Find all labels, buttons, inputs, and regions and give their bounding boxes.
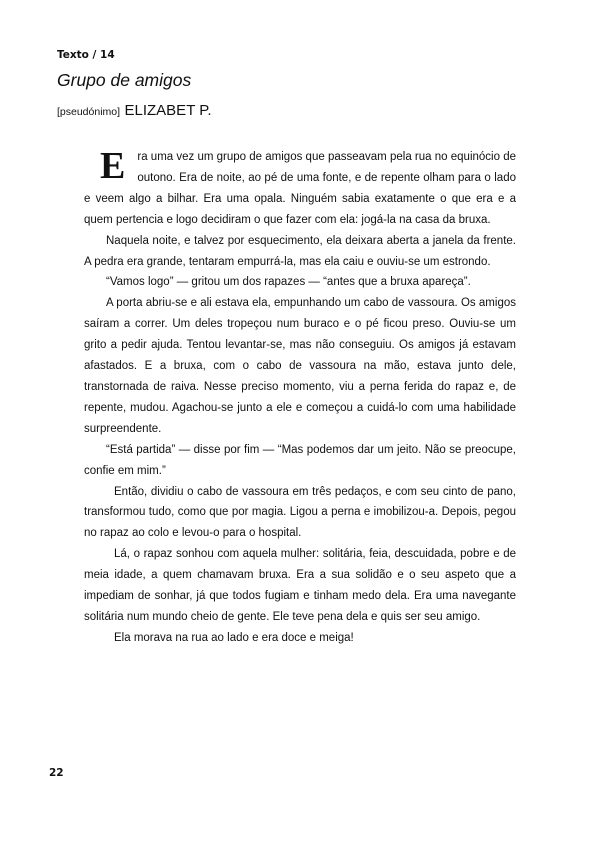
author-line xyxy=(57,100,212,123)
story-title: Grupo de amigos xyxy=(57,70,192,90)
story-body xyxy=(84,147,516,649)
paragraph-1 xyxy=(84,147,516,231)
pseudonym-tag: [pseudónimo] xyxy=(57,106,121,118)
drop-cap: E xyxy=(100,145,126,187)
paragraph-8: Ela morava na rua ao lado e era doce e meiga! xyxy=(114,631,354,644)
author-name: ELIZABET P. xyxy=(124,102,212,119)
paragraph-7: Lá, o rapaz sonhou com aquela mulher: solitária, feia, descuidada, pobre e de meia idade, a quem chamavam bruxa. Era a sua solidão e o seu aspeto que a impediam de sonhar, já que todos fugiam e tinham medo dela. Era uma navegante solitária num mundo cheio de gente. Ele teve pena dela e quis ser seu amigo. xyxy=(84,548,516,623)
paragraph-4: A porta abriu-se e ali estava ela, empunhando um cabo de vassoura. Os amigos saíram a correr. Um deles tropeçou num buraco e o pé ficou preso. Ouviu-se um grito a pedir ajuda. Tentou levantar-se, mas não conseguiu. Os amigos já estavam afastados. E a bruxa, com o cabo de vassoura na mão, estava junto dele, transtornada de raiva. Nesse preciso momento, viu a perna ferida do rapaz e, de repente, mudou. Agachou-se junto a ele e começou a cuidá-lo com uma habilidade surpreendente. xyxy=(84,297,516,435)
paragraph-1-text: ra uma vez um grupo de amigos que passeavam pela rua no equinócio de outono. Era de noite, ao pé de uma fonte, e de repente olham para o lado e veem algo a bilhar. Era uma opala. Ninguém sabia exatamente o que era e a quem pertencia e logo decidiram o que fazer com ela: jogá-la na casa da bruxa. xyxy=(84,151,516,226)
paragraph-6: Então, dividiu o cabo de vassoura em três pedaços, e com seu cinto de pano, transformou tudo, como que por magia. Ligou a perna e imobilizou-a. Depois, pegou no rapaz ao colo e levou-o para o hospital. xyxy=(84,485,516,540)
paragraph-5: “Está partida” — disse por fim — “Mas podemos dar um jeito. Não se preocupe, confie em mim.” xyxy=(84,443,516,477)
text-number-label: Texto / 14 xyxy=(57,49,115,61)
paragraph-2: Naquela noite, e talvez por esquecimento, ela deixara aberta a janela da frente. A pedra era grande, tentaram empurrá-la, mas ela caiu e ouviu-se um estrondo. xyxy=(84,234,516,268)
paragraph-3: “Vamos logo” — gritou um dos rapazes — “antes que a bruxa apareça”. xyxy=(106,276,471,289)
page-number: 22 xyxy=(49,767,64,779)
